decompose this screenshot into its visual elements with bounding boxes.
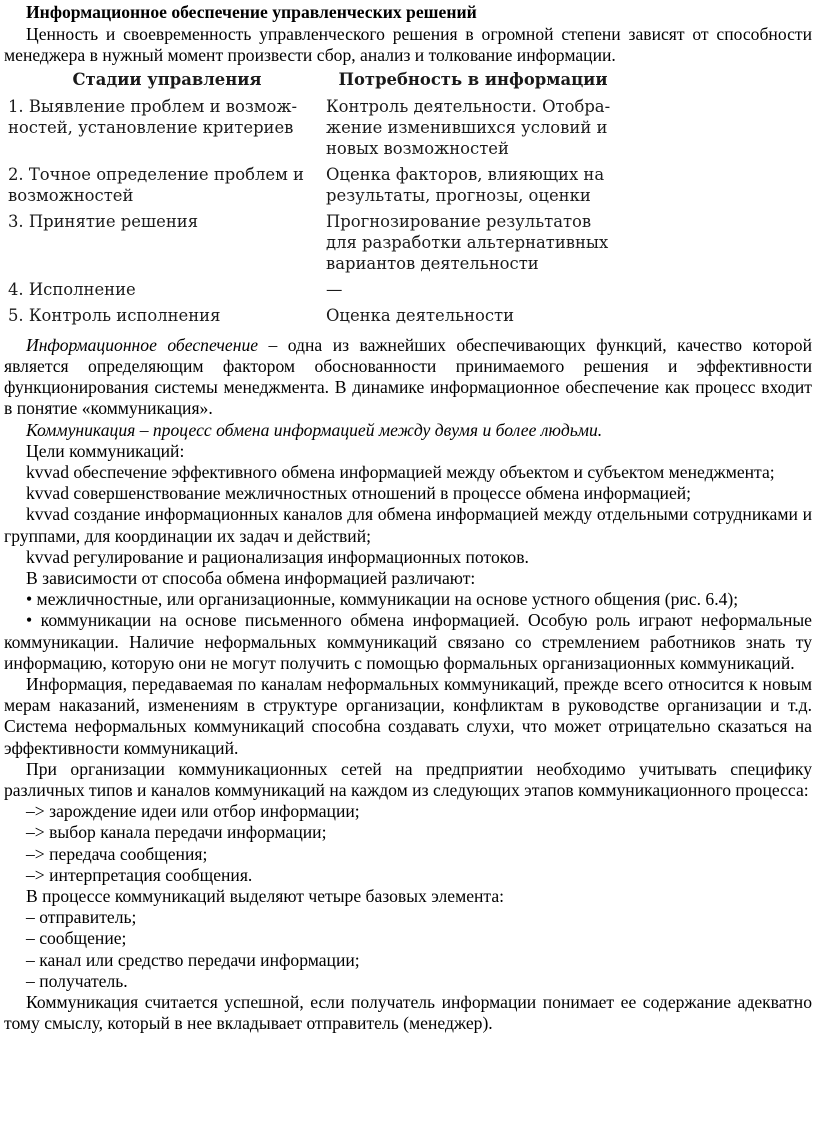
- process-stage-item: –> зарождение идеи или отбор информации;: [26, 801, 360, 822]
- table-header-stages: Стадии управления: [72, 69, 262, 89]
- table-cell-stage: 4. Исполнение: [8, 279, 136, 299]
- element-item: – получатель.: [26, 970, 128, 991]
- table-cell-stage: 2. Точное определение проблем и возможностей: [8, 164, 304, 205]
- table-cell-stage: 1. Выявление проблем и возмож-ностей, установление критериев: [8, 96, 298, 137]
- document-title: Информационное обеспечение управленческих решений: [26, 2, 477, 22]
- goal-item: kvvad обеспечение эффективного обмена информацией между объектом и субъектом менеджмента;: [26, 462, 775, 482]
- table-header-row: [8, 69, 620, 96]
- table-cell-need: Оценка факторов, влияющих на результаты, прогнозы, оценки: [326, 164, 605, 205]
- networks-paragraph: При организации коммуникационных сетей на предприятии необходимо учитывать специфику различных типов и каналов коммуникаций на каждом из следующих этапов коммуникационного процесса:: [4, 758, 812, 801]
- table-cell-need: —: [326, 279, 343, 299]
- method-item: • межличностные, или организационные, коммуникации на основе устного общения (рис. 6.4);: [26, 589, 739, 610]
- informal-paragraph: Информация, передаваемая по каналам неформальных коммуникаций, прежде всего относится к новым мерам наказаний, изменениям в структуре организации, конфликтам в руководстве организации и т.д. Система неформальных коммуникаций способна создавать слухи, что может отрицательно сказаться на эффективности коммуникаций.: [4, 674, 812, 758]
- goal-item: kvvad совершенствование межличностных отношений в процессе обмена информацией;: [26, 483, 692, 504]
- definition-text: – одна из важнейших обеспечивающих функций, качество которой является определяющим фактором обоснованности принимаемого решения и эффективности функционирования системы менеджмента. В динамике информационное обеспечение как процесс входит в понятие «коммуникация».: [4, 334, 812, 419]
- table-header-information-need: Потребность в информации: [338, 69, 608, 89]
- table-cell-stage: 5. Контроль исполнения: [8, 305, 221, 325]
- table-cell-need: Прогнозирование результатов для разработки альтернативных вариантов деятельности: [326, 211, 609, 273]
- conclusion-paragraph: Коммуникация считается успешной, если получатель информации понимает ее содержание адекватно тому смыслу, который в нее вкладывает отправитель (менеджер).: [4, 992, 812, 1034]
- process-stage-item: –> интерпретация сообщения.: [26, 864, 253, 885]
- table-row: [8, 279, 620, 305]
- definition-paragraph: [4, 335, 812, 420]
- goal-item: kvvad создание информационных каналов для обмена информацией между отдельными сотрудниками и группами, для координации их задач и действий;: [4, 504, 812, 546]
- element-item: – сообщение;: [26, 928, 127, 949]
- table-row: [8, 305, 620, 331]
- intro-paragraph: Ценность и своевременность управленческого решения в огромной степени зависят от способности менеджера в нужный момент произвести сбор, анализ и толкование информации.: [4, 23, 812, 66]
- table-row: [8, 96, 620, 164]
- communication-definition: Коммуникация – процесс обмена информацией между двумя и более людьми.: [26, 419, 603, 440]
- table-row: [8, 164, 620, 211]
- table-cell-need: Контроль деятельности. Отобра-жение изменившихся условий и новых возможностей: [326, 96, 611, 158]
- table-cell-stage: 3. Принятие решения: [8, 211, 199, 231]
- table-cell-need: Оценка деятельности: [326, 305, 515, 325]
- goals-title: Цели коммуникаций:: [26, 440, 185, 461]
- methods-intro: В зависимости от способа обмена информацией различают:: [26, 568, 476, 589]
- element-item: – отправитель;: [26, 907, 137, 928]
- method-item: • коммуникации на основе письменного обмена информацией. Особую роль играют неформальные коммуникации. Наличие неформальных коммуникаций связано со стремлением работников знать ту информацию, которую они не могут получить с помощью формальных организационных коммуникаций.: [4, 610, 812, 673]
- goal-item: kvvad регулирование и рационализация информационных потоков.: [26, 546, 529, 567]
- process-stage-item: –> выбор канала передачи информации;: [26, 822, 327, 843]
- element-item: – канал или средство передачи информации;: [26, 949, 360, 970]
- elements-intro: В процессе коммуникаций выделяют четыре базовых элемента:: [26, 886, 505, 907]
- process-stage-item: –> передача сообщения;: [26, 843, 208, 864]
- table-row: [8, 211, 620, 279]
- management-stages-table: [8, 69, 620, 331]
- definition-term: Информационное обеспечение: [26, 334, 259, 355]
